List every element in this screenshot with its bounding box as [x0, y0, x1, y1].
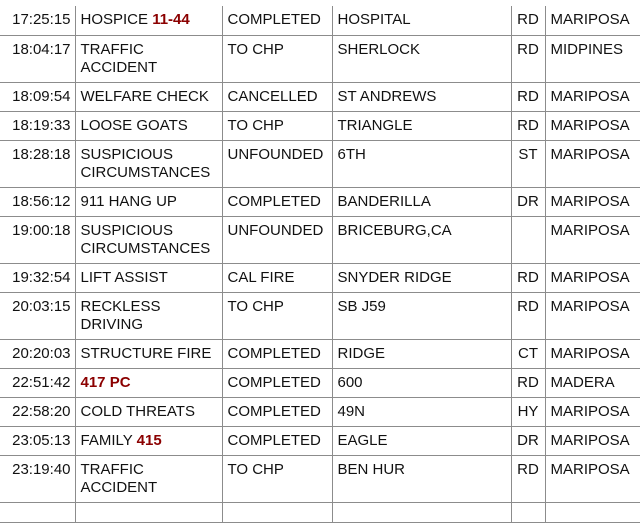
- street-cell: HOSPITAL: [332, 6, 511, 35]
- city-cell: MARIPOSA: [545, 426, 640, 455]
- city-cell: MARIPOSA: [545, 339, 640, 368]
- time-cell: 19:32:54: [0, 263, 75, 292]
- time-cell: 18:04:17: [0, 35, 75, 82]
- description-cell: [75, 187, 222, 216]
- empty-cell: [0, 502, 75, 522]
- street-cell: SNYDER RIDGE: [332, 263, 511, 292]
- city-cell: MIDPINES: [545, 35, 640, 82]
- time-cell: 23:19:40: [0, 455, 75, 502]
- city-cell: MARIPOSA: [545, 140, 640, 187]
- table-row: [0, 455, 640, 502]
- table-row: [0, 35, 640, 82]
- street-suffix-cell: RD: [511, 368, 545, 397]
- time-cell: 18:28:18: [0, 140, 75, 187]
- call-log-table: [0, 6, 640, 523]
- status-cell: COMPLETED: [222, 6, 332, 35]
- street-suffix-cell: RD: [511, 455, 545, 502]
- city-cell: MARIPOSA: [545, 111, 640, 140]
- street-cell: 49N: [332, 397, 511, 426]
- empty-cell: [332, 502, 511, 522]
- time-cell: 22:51:42: [0, 368, 75, 397]
- description-text: LOOSE GOATS: [80, 116, 188, 134]
- street-suffix-cell: RD: [511, 82, 545, 111]
- status-cell: TO CHP: [222, 35, 332, 82]
- city-cell: MARIPOSA: [545, 292, 640, 339]
- street-cell: 6TH: [332, 140, 511, 187]
- street-cell: BRICEBURG,CA: [332, 216, 511, 263]
- street-cell: SB J59: [332, 292, 511, 339]
- status-cell: TO CHP: [222, 292, 332, 339]
- street-cell: BEN HUR: [332, 455, 511, 502]
- street-suffix-cell: RD: [511, 6, 545, 35]
- description-cell: [75, 397, 222, 426]
- description-cell: [75, 111, 222, 140]
- table-row: [0, 263, 640, 292]
- description-text: TRAFFIC ACCIDENT: [80, 40, 158, 76]
- city-cell: MARIPOSA: [545, 82, 640, 111]
- city-cell: MARIPOSA: [545, 455, 640, 502]
- description-cell: [75, 6, 222, 35]
- status-cell: COMPLETED: [222, 339, 332, 368]
- time-cell: 17:25:15: [0, 6, 75, 35]
- street-suffix-cell: DR: [511, 426, 545, 455]
- empty-cell: [75, 502, 222, 522]
- street-suffix-cell: RD: [511, 263, 545, 292]
- description-cell: [75, 216, 222, 263]
- description-text: STRUCTURE FIRE: [80, 344, 212, 362]
- status-cell: COMPLETED: [222, 187, 332, 216]
- street-cell: EAGLE: [332, 426, 511, 455]
- description-cell: [75, 292, 222, 339]
- description-text: LIFT ASSIST: [80, 268, 168, 286]
- description-cell: [75, 82, 222, 111]
- description-text: SUSPICIOUS CIRCUMSTANCES: [80, 145, 211, 181]
- table-row: [0, 502, 640, 522]
- street-suffix-cell: RD: [511, 292, 545, 339]
- street-suffix-cell: [511, 216, 545, 263]
- description-cell: [75, 263, 222, 292]
- status-cell: UNFOUNDED: [222, 140, 332, 187]
- street-suffix-cell: RD: [511, 35, 545, 82]
- empty-cell: [511, 502, 545, 522]
- code-highlight: 11-44: [152, 11, 190, 28]
- table-row: [0, 140, 640, 187]
- description-cell: [75, 35, 222, 82]
- table-row: [0, 187, 640, 216]
- table-row: [0, 111, 640, 140]
- table-row: [0, 368, 640, 397]
- status-cell: CANCELLED: [222, 82, 332, 111]
- table-row: [0, 397, 640, 426]
- street-cell: SHERLOCK: [332, 35, 511, 82]
- description-text: TRAFFIC ACCIDENT: [80, 460, 158, 496]
- city-cell: MARIPOSA: [545, 216, 640, 263]
- description-text: RECKLESS DRIVING: [80, 297, 161, 333]
- street-suffix-cell: RD: [511, 111, 545, 140]
- city-cell: MARIPOSA: [545, 6, 640, 35]
- code-highlight: 415: [136, 431, 162, 449]
- empty-cell: [222, 502, 332, 522]
- description-text: 911 HANG UP: [80, 192, 177, 210]
- description-text: WELFARE CHECK: [80, 87, 209, 105]
- empty-cell: [545, 502, 640, 522]
- code-highlight: 417 PC: [80, 373, 131, 391]
- status-cell: TO CHP: [222, 455, 332, 502]
- street-cell: TRIANGLE: [332, 111, 511, 140]
- description-cell: [75, 140, 222, 187]
- time-cell: 20:03:15: [0, 292, 75, 339]
- description-text: HOSPICE: [80, 11, 153, 28]
- description-cell: [75, 368, 222, 397]
- street-cell: 600: [332, 368, 511, 397]
- street-cell: ST ANDREWS: [332, 82, 511, 111]
- city-cell: MARIPOSA: [545, 187, 640, 216]
- street-suffix-cell: CT: [511, 339, 545, 368]
- status-cell: TO CHP: [222, 111, 332, 140]
- description-cell: [75, 339, 222, 368]
- table-row: [0, 6, 640, 35]
- status-cell: COMPLETED: [222, 397, 332, 426]
- city-cell: MARIPOSA: [545, 397, 640, 426]
- description-text: FAMILY: [80, 431, 137, 449]
- table-row: [0, 216, 640, 263]
- city-cell: MADERA: [545, 368, 640, 397]
- time-cell: 19:00:18: [0, 216, 75, 263]
- description-text: SUSPICIOUS CIRCUMSTANCES: [80, 221, 211, 257]
- street-suffix-cell: ST: [511, 140, 545, 187]
- time-cell: 23:05:13: [0, 426, 75, 455]
- time-cell: 18:56:12: [0, 187, 75, 216]
- status-cell: COMPLETED: [222, 426, 332, 455]
- time-cell: 22:58:20: [0, 397, 75, 426]
- description-cell: [75, 455, 222, 502]
- status-cell: COMPLETED: [222, 368, 332, 397]
- time-cell: 18:09:54: [0, 82, 75, 111]
- table-row: [0, 82, 640, 111]
- table-row: [0, 339, 640, 368]
- city-cell: MARIPOSA: [545, 263, 640, 292]
- table-row: [0, 292, 640, 339]
- street-cell: RIDGE: [332, 339, 511, 368]
- description-cell: [75, 426, 222, 455]
- description-text: COLD THREATS: [80, 402, 195, 420]
- status-cell: CAL FIRE: [222, 263, 332, 292]
- time-cell: 18:19:33: [0, 111, 75, 140]
- time-cell: 20:20:03: [0, 339, 75, 368]
- table-row: [0, 426, 640, 455]
- status-cell: UNFOUNDED: [222, 216, 332, 263]
- street-suffix-cell: HY: [511, 397, 545, 426]
- street-cell: BANDERILLA: [332, 187, 511, 216]
- street-suffix-cell: DR: [511, 187, 545, 216]
